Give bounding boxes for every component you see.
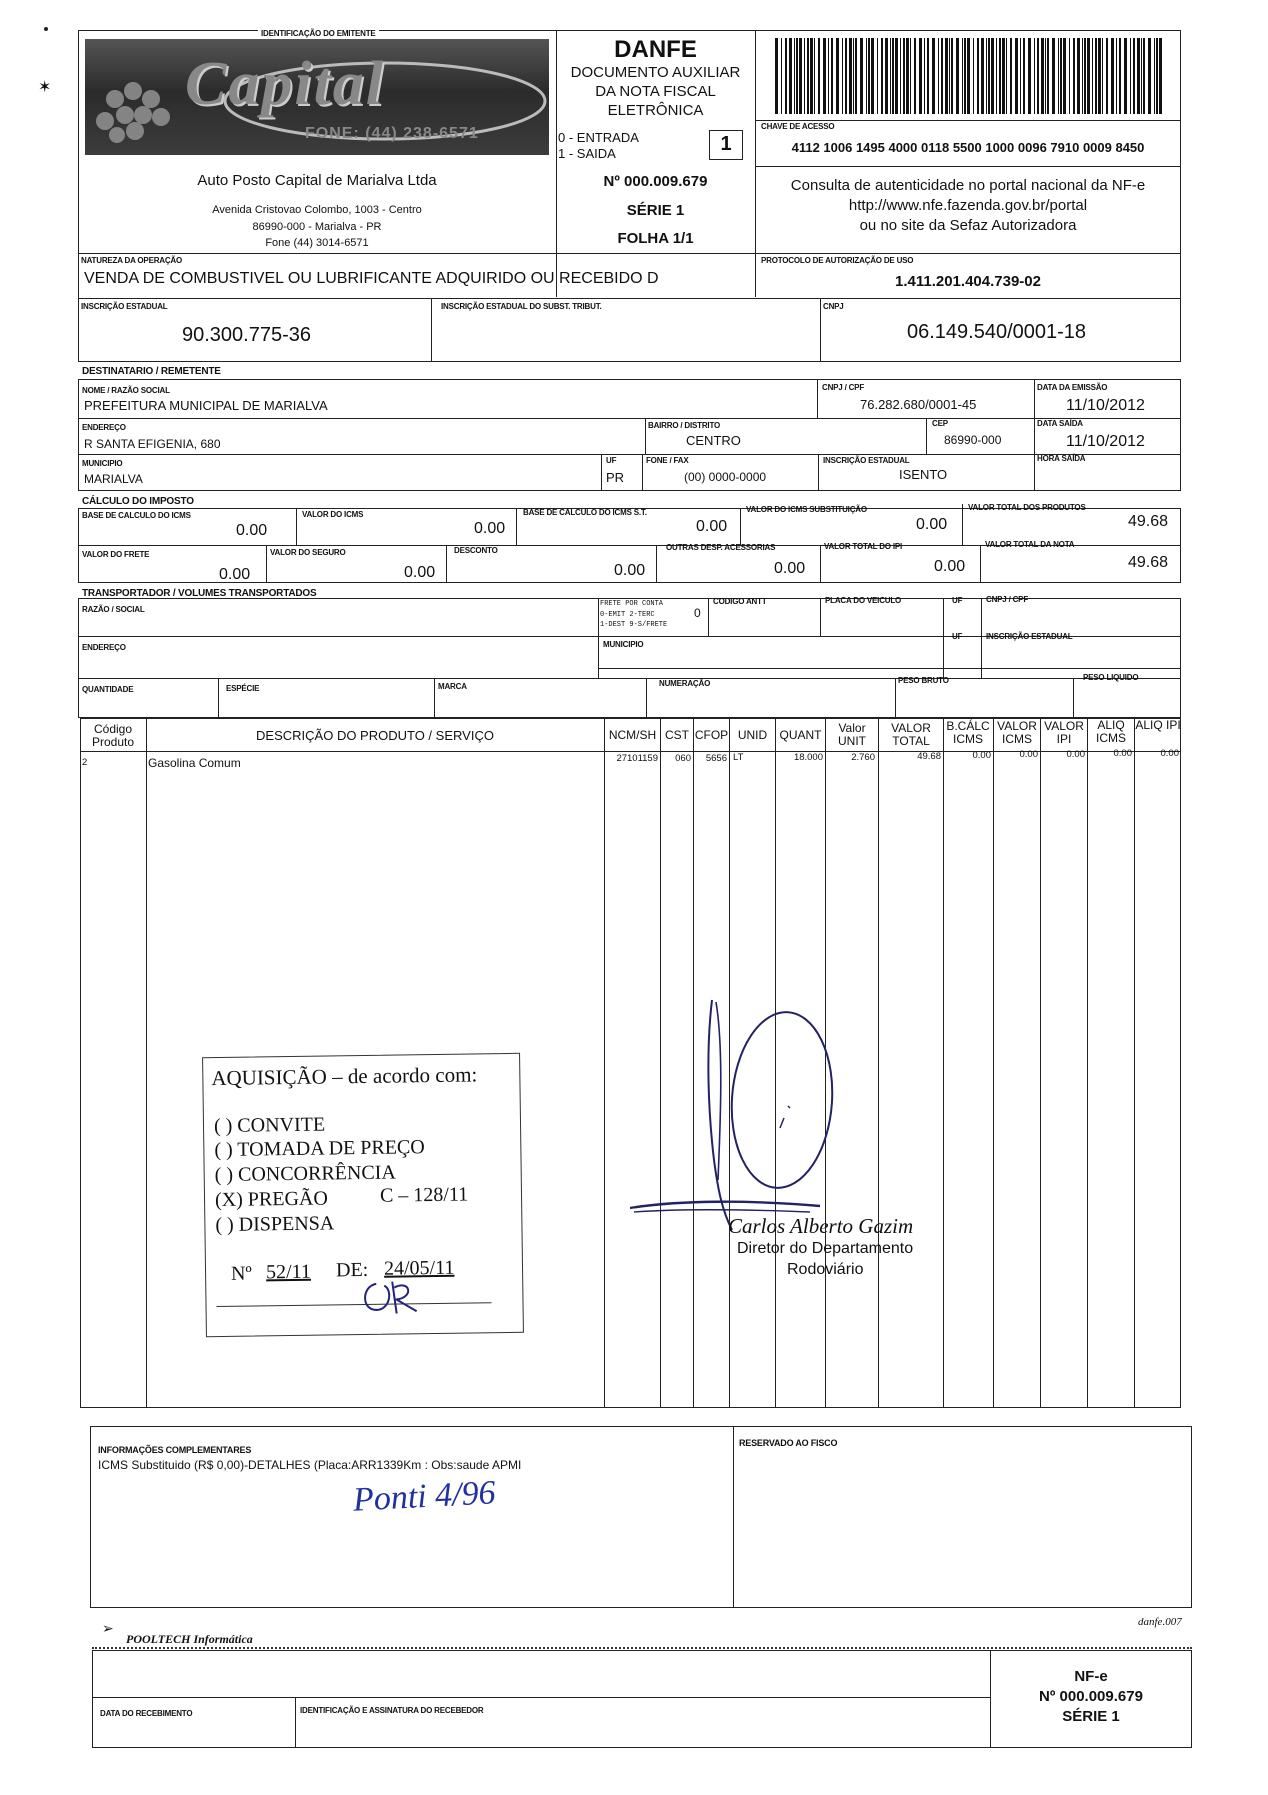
access-key-label: CHAVE DE ACESSO (761, 122, 835, 131)
row-vicms: 0.00 (1019, 749, 1038, 760)
handwritten-note: Ponti 4/96 (352, 1474, 497, 1519)
footer-numero: Nº 000.009.679 (1039, 1688, 1143, 1705)
total-prod-label: VALOR TOTAL DOS PRODUTOS (968, 503, 1086, 512)
row-cfop: 5656 (705, 753, 727, 764)
recipient-cnpj-label: CNPJ / CPF (822, 383, 865, 392)
footer-brand: POOLTECH Informática (126, 1632, 253, 1646)
stamp-number: 52/11 (265, 1260, 312, 1284)
marca-label: MARCA (438, 682, 467, 691)
recipient-ie-value: ISENTO (899, 467, 948, 482)
seguro-value: 0.00 (404, 564, 436, 581)
transport-uf2-label: UF (952, 632, 963, 641)
danfe-subtitle-2: DA NOTA FISCAL (595, 83, 716, 100)
emitter-logo (85, 39, 549, 155)
col-aliqicms: ALIQ ICMS (1096, 718, 1126, 745)
municipio-label: MUNICIPIO (82, 459, 123, 468)
entrada-label: 0 - ENTRADA (558, 130, 639, 145)
outras-label: OUTRAS DESP. ACESSORIAS (666, 543, 776, 552)
col-vtotal: VALOR TOTAL (891, 721, 931, 748)
desconto-label: DESCONTO (454, 546, 498, 555)
outras-value: 0.00 (774, 560, 806, 577)
icms-value: 0.00 (474, 520, 506, 537)
protocolo-value: 1.411.201.404.739-02 (895, 273, 1041, 290)
row-vtotal: 49.68 (917, 751, 941, 762)
fone-value: (00) 0000-0000 (684, 470, 767, 484)
row-unid: LT (733, 752, 744, 763)
stamp-opt-pregao: (X) PREGÃO (214, 1187, 328, 1212)
scan-speck: ✶ (38, 79, 52, 96)
endereco-value: R SANTA EFIGENIA, 680 (84, 437, 221, 451)
transport-endereco-label: ENDEREÇO (82, 643, 126, 652)
bc-st-label: BASE DE CALCULO DO ICMS S.T. (523, 508, 647, 517)
peso-bruto-label: PESO BRUTO (898, 676, 949, 685)
danfe-title: DANFE (614, 36, 697, 63)
emitter-address1: Avenida Cristovao Colombo, 1003 - Centro (212, 204, 422, 216)
info-frame (90, 1426, 1192, 1608)
emitter-phone: Fone (44) 3014-6571 (265, 237, 369, 249)
row-codigo: 2 (82, 757, 88, 768)
ie-value: 90.300.775-36 (182, 324, 312, 346)
footer-serie: SÉRIE 1 (1062, 1708, 1120, 1725)
desconto-value: 0.00 (614, 562, 646, 579)
row-vunit: 2.760 (851, 752, 875, 763)
saida-date-value: 11/10/2012 (1066, 433, 1145, 450)
peso-liquido-label: PESO LIQUIDO (1083, 673, 1139, 682)
row-bcicms: 0.00 (972, 750, 991, 761)
col-vicms: VALOR ICMS (997, 719, 1037, 746)
pooltech-icon: ➢ (102, 1620, 114, 1636)
emitter-address2: 86990-000 - Marialva - PR (252, 221, 382, 233)
frete-conta-value: 0 (694, 606, 701, 620)
bc-st-value: 0.00 (696, 518, 728, 535)
col-vunit: Valor UNIT (838, 721, 866, 748)
icms-st-label: VALOR DO ICMS SUBSTITUIÇÃO (746, 505, 867, 514)
recebimento-label: DATA DO RECEBIMENTO (100, 1709, 193, 1718)
row-cst: 060 (675, 753, 691, 764)
danfe-subtitle-1: DOCUMENTO AUXILIAR (570, 64, 741, 81)
seguro-label: VALOR DO SEGURO (270, 548, 346, 557)
ipi-label: VALOR TOTAL DO IPI (824, 542, 903, 551)
cnpj-value: 06.149.540/0001-18 (907, 321, 1087, 343)
stamp-date: 24/05/11 (383, 1256, 455, 1280)
natureza-label: NATUREZA DA OPERAÇÃO (81, 256, 183, 265)
emissao-label: DATA DA EMISSÃO (1037, 383, 1108, 392)
signature-scribble-icon (620, 990, 860, 1250)
especie-label: ESPÉCIE (226, 684, 260, 693)
frete-label: VALOR DO FRETE (82, 550, 150, 559)
quantidade-label: QUANTIDADE (82, 685, 134, 694)
acquisition-stamp (202, 1053, 524, 1337)
stamp-number-prefix: Nº (230, 1262, 252, 1285)
frete-value: 0.00 (219, 566, 251, 583)
placa-label: PLACA DO VEICULO (825, 596, 902, 605)
danfe-serie: SÉRIE 1 (626, 202, 685, 219)
total-nota-label: VALOR TOTAL DA NOTA (985, 540, 1075, 549)
transport-uf-label: UF (952, 596, 963, 605)
uf-value: PR (606, 470, 625, 485)
consult-line-2: http://www.nfe.fazenda.gov.br/portal (848, 197, 1088, 214)
footer-version: danfe.007 (1138, 1616, 1182, 1628)
numeracao-label: NUMERAÇÃO (659, 679, 711, 688)
col-ncm: NCM/SH (608, 728, 657, 742)
tax-section-label: CÁLCULO DO IMPOSTO (82, 496, 194, 507)
saida-label: 1 - SAIDA (558, 146, 616, 161)
col-descricao: DESCRIÇÃO DO PRODUTO / SERVIÇO (256, 728, 494, 743)
signatory-name: Carlos Alberto Gazim (728, 1214, 914, 1238)
uf-label: UF (606, 456, 617, 465)
emitter-section-label: IDENTIFICAÇÃO DO EMITENTE (258, 29, 379, 38)
col-vipi: VALOR IPI (1044, 719, 1084, 746)
bc-icms-label: BASE DE CALCULO DO ICMS (82, 511, 191, 520)
stamp-opt-concorrencia: ( ) CONCORRÊNCIA (214, 1161, 396, 1187)
col-unid: UNID (737, 728, 768, 742)
signatory-role-2: Rodoviário (787, 1261, 864, 1278)
col-quant: QUANT (779, 728, 822, 742)
hora-saida-label: HORA SAÍDA (1037, 454, 1086, 463)
transport-municipio-label: MUNICIPIO (603, 640, 644, 649)
emissao-value: 11/10/2012 (1066, 397, 1145, 414)
tipo-box: 1 (709, 130, 743, 160)
total-prod-value: 49.68 (1128, 513, 1169, 530)
emitter-name: Auto Posto Capital de Marialva Ltda (197, 172, 437, 189)
frete-conta-2: 0-EMIT 2-TERC (600, 611, 655, 619)
fone-label: FONE / FAX (646, 456, 689, 465)
ie-label: INSCRIÇÃO ESTADUAL (81, 302, 168, 311)
row-aliqipi: 0.00 (1160, 748, 1179, 759)
row-quant: 18.000 (793, 752, 823, 763)
stamp-opt-dispensa: ( ) DISPENSA (215, 1212, 335, 1237)
initials-icon (356, 1273, 427, 1320)
bairro-label: BAIRRO / DISTRITO (648, 421, 721, 430)
danfe-subtitle-3: ELETRÔNICA (607, 102, 704, 119)
stamp-opt-tomada: ( ) TOMADA DE PREÇO (214, 1136, 425, 1162)
recipient-name: PREFEITURA MUNICIPAL DE MARIALVA (84, 398, 328, 413)
col-codigo: Código Produto (91, 722, 135, 749)
signatory-role-1: Diretor do Departamento (737, 1240, 914, 1257)
logo-text: Capital (185, 50, 386, 118)
logo-phone: FONE: (44) 238-6571 (305, 125, 479, 142)
ipi-value: 0.00 (934, 558, 966, 575)
danfe-numero: Nº 000.009.679 (603, 173, 708, 190)
cep-label: CEP (932, 419, 948, 428)
col-cst: CST (665, 728, 689, 742)
total-nota-value: 49.68 (1128, 554, 1169, 571)
scan-speck (44, 27, 48, 31)
cep-value: 86990-000 (944, 433, 1002, 447)
barcode (775, 38, 1165, 114)
row-vipi: 0.00 (1066, 749, 1085, 760)
stamp-opt-convite: ( ) CONVITE (213, 1113, 326, 1138)
recipient-section-label: DESTINATARIO / REMETENTE (82, 366, 221, 377)
recipient-ie-label: INSCRIÇÃO ESTADUAL (823, 456, 910, 465)
natureza-value: VENDA DE COMBUSTIVEL OU LUBRIFICANTE ADQUIRIDO OU RECEBIDO D (84, 270, 659, 287)
footer-nfe: NF-e (1074, 1668, 1108, 1685)
cnpj-label: CNPJ (823, 302, 844, 311)
ie-st-label: INSCRIÇÃO ESTADUAL DO SUBST. TRIBUT. (441, 302, 602, 311)
frete-conta-1: FRETE POR CONTA (600, 600, 664, 608)
info-text: ICMS Substituido (R$ 0,00)-DETALHES (Placa:ARR1339Km : Obs:saude APMI (98, 1458, 522, 1472)
consult-line-1: Consulta de autenticidade no portal nacional da NF-e (790, 177, 1146, 194)
stamp-title: AQUISIÇÃO – de acordo com: (211, 1062, 478, 1091)
frete-conta-3: 1-DEST 9-S/FRETE (600, 621, 668, 629)
transport-section-label: TRANSPORTADOR / VOLUMES TRANSPORTADOS (82, 588, 317, 599)
fisco-label: RESERVADO AO FISCO (739, 1438, 838, 1448)
row-aliqicms: 0.00 (1113, 748, 1132, 759)
col-bcicms: B.CÁLC ICMS (946, 719, 990, 746)
access-key: 4112 1006 1495 4000 0118 5500 1000 0096 7910 0009 8450 (791, 140, 1145, 155)
info-label: INFORMAÇÕES COMPLEMENTARES (98, 1445, 252, 1455)
col-cfop: CFOP (694, 728, 729, 742)
danfe-folha: FOLHA 1/1 (617, 230, 694, 247)
consult-line-3: ou no site da Sefaz Autorizadora (859, 217, 1077, 234)
row-descricao: Gasolina Comum (148, 756, 241, 770)
protocolo-label: PROTOCOLO DE AUTORIZAÇÃO DE USO (761, 256, 914, 265)
stamp-date-prefix: DE: (335, 1258, 369, 1282)
municipio-value: MARIALVA (84, 472, 143, 486)
recipient-cnpj: 76.282.680/0001-45 (860, 397, 977, 412)
bairro-value: CENTRO (686, 433, 741, 448)
antt-label: CODIGO ANTT (713, 597, 767, 606)
transport-cnpj-label: CNPJ / CPF (986, 595, 1029, 604)
icms-label: VALOR DO ICMS (302, 510, 364, 519)
recipient-frame (78, 379, 1181, 491)
col-aliqipi: ALIQ IPI (1135, 718, 1181, 732)
icms-st-value: 0.00 (916, 516, 948, 533)
saida-date-label: DATA SAÍDA (1037, 419, 1083, 428)
row-ncm: 27101159 (616, 753, 658, 764)
assinatura-label: IDENTIFICAÇÃO E ASSINATURA DO RECEBEDOR (300, 1706, 484, 1715)
endereco-label: ENDEREÇO (82, 423, 126, 432)
recipient-name-label: NOME / RAZÃO SOCIAL (82, 386, 170, 395)
razao-label: RAZÃO / SOCIAL (82, 605, 145, 614)
transport-ie-label: INSCRIÇÃO ESTADUAL (986, 632, 1073, 641)
bc-icms-value: 0.00 (236, 522, 268, 539)
stamp-pregao-ref: C – 128/11 (379, 1183, 469, 1207)
